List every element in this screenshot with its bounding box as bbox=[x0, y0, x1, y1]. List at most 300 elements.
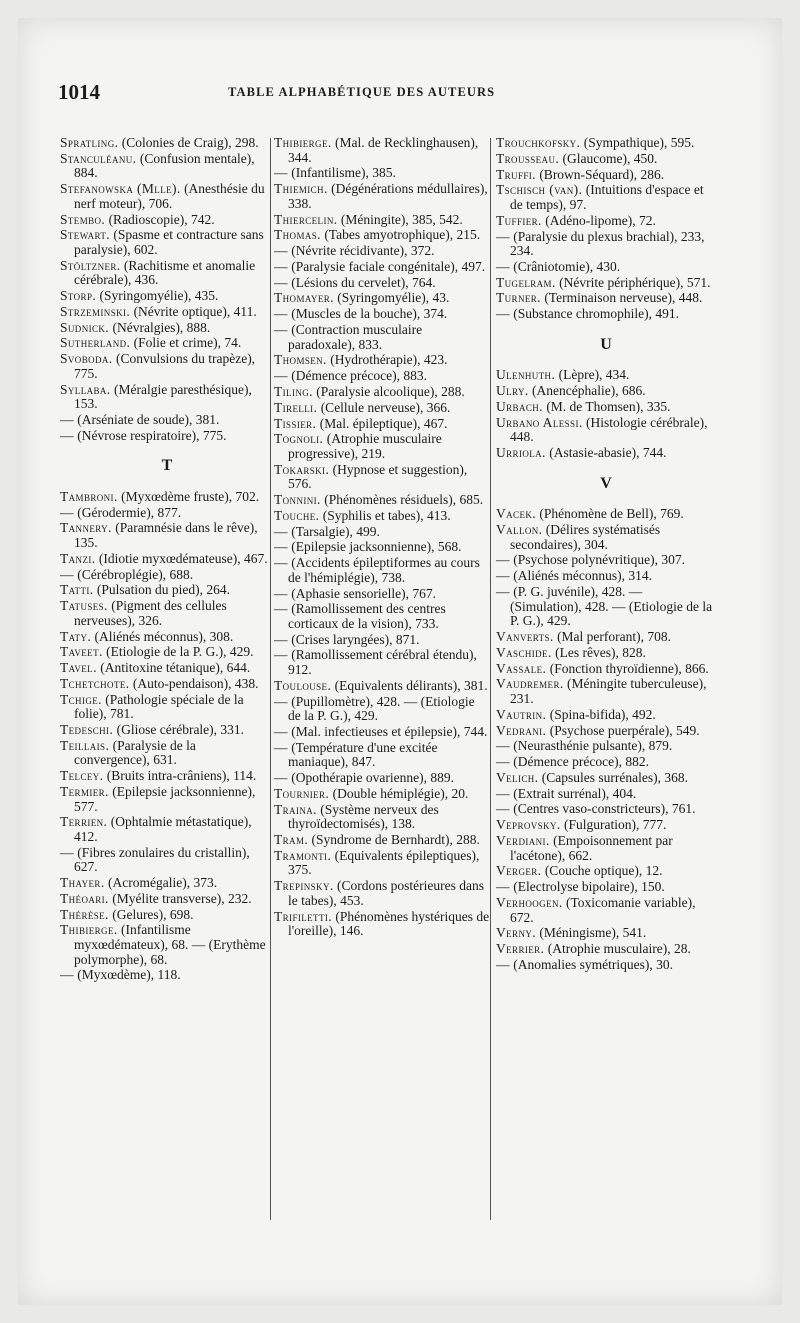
entry-topic-pages: (Spina-bifida), 492. bbox=[549, 706, 656, 722]
entry-topic-pages: (Confusion mentale), 884. bbox=[74, 150, 255, 181]
author-name: Stefanowska (Mlle). bbox=[60, 181, 181, 197]
author-name: Tognoli. bbox=[274, 431, 324, 447]
index-entry bbox=[60, 182, 274, 211]
entry-topic-pages: (Méningite), 385, 542. bbox=[340, 211, 463, 227]
author-name: Tambroni. bbox=[60, 488, 118, 504]
entry-topic-pages: (Arséniate de soude), 381. bbox=[77, 411, 220, 427]
entry-topic-pages: (Démence précoce), 883. bbox=[291, 368, 427, 384]
section-letter: U bbox=[600, 335, 612, 353]
entry-topic-pages: (Pathologie spéciale de la folie), 781. bbox=[74, 691, 244, 722]
author-name: Thiemich. bbox=[274, 181, 328, 197]
entry-topic-pages: (Auto-pendaison), 438. bbox=[132, 675, 259, 691]
entry-topic-pages: (Température d'une excitée maniaque), 847. bbox=[288, 739, 438, 770]
author-name: Touche. bbox=[274, 507, 320, 523]
author-name: Verger. bbox=[496, 863, 542, 879]
author-name: Verdiani. bbox=[496, 832, 550, 848]
entry-topic-pages: (Tarsalgie), 499. bbox=[291, 523, 380, 539]
entry-topic-pages: (Dégénérations médullaires), 338. bbox=[288, 181, 488, 211]
author-name: Vedrani. bbox=[496, 722, 547, 738]
index-entry bbox=[274, 509, 490, 524]
page-header bbox=[58, 80, 754, 110]
author-name: — bbox=[274, 306, 288, 322]
entry-topic-pages: (Gelures), 698. bbox=[112, 906, 194, 922]
entry-topic-pages: (Folie et crime), 74. bbox=[133, 335, 242, 351]
author-name: Turner. bbox=[496, 290, 541, 306]
index-entry bbox=[60, 723, 274, 738]
entry-topic-pages: (Paralysie faciale congénitale), 497. bbox=[291, 258, 486, 274]
entry-topic-pages: (Psychose polynévritique), 307. bbox=[513, 552, 686, 568]
author-name: Urbach. bbox=[496, 398, 543, 414]
index-entry bbox=[496, 291, 716, 306]
author-name: Tirelli. bbox=[274, 399, 318, 415]
entry-topic-pages: (Couche optique), 12. bbox=[544, 863, 663, 879]
author-name: Urbano Alessi. bbox=[496, 414, 583, 430]
author-name: Tatti. bbox=[60, 582, 94, 598]
index-entry bbox=[274, 432, 490, 461]
author-name: Urriola. bbox=[496, 445, 546, 461]
index-entry bbox=[274, 493, 490, 508]
entry-topic-pages: (Mal perforant), 708. bbox=[557, 629, 672, 644]
index-entry bbox=[60, 429, 274, 444]
author-name: — bbox=[496, 228, 510, 244]
index-entry bbox=[60, 892, 274, 907]
author-name: — bbox=[496, 568, 510, 584]
author-name: — bbox=[274, 523, 288, 539]
author-name: — bbox=[274, 243, 288, 259]
author-name: Tanzi. bbox=[60, 550, 96, 566]
entry-topic-pages: (Crises laryngées), 871. bbox=[291, 631, 420, 647]
author-name: Thayer. bbox=[60, 875, 105, 891]
entry-topic-pages: (Délires systématisés secondaires), 304. bbox=[510, 522, 661, 552]
author-name: Tonnini. bbox=[274, 492, 321, 508]
author-name: — bbox=[274, 601, 288, 617]
index-entry bbox=[60, 259, 274, 288]
entry-topic-pages: (Ramollissement des centres corticaux de la vision), 733. bbox=[288, 601, 446, 631]
entry-topic-pages: (Myxœdème), 118. bbox=[77, 967, 181, 983]
author-name: — bbox=[496, 738, 510, 754]
author-name: — bbox=[496, 785, 510, 801]
author-name: Sutherland. bbox=[60, 335, 131, 351]
index-entry bbox=[274, 679, 490, 694]
index-entry bbox=[274, 291, 490, 306]
entry-topic-pages: (Antitoxine tétanique), 644. bbox=[100, 660, 251, 676]
entry-topic-pages: (Ramollissement cérébral étendu), 912. bbox=[288, 647, 477, 678]
section-letter: V bbox=[600, 474, 612, 492]
author-name: Taveet. bbox=[60, 644, 103, 660]
entry-topic-pages: (Bruits intra-crâniens), 114. bbox=[106, 768, 257, 784]
index-entry bbox=[496, 183, 716, 212]
entry-topic-pages: (Empoisonnement par l'acétone), 662. bbox=[510, 832, 673, 863]
author-name: Théoari. bbox=[60, 890, 109, 906]
author-name: Tuffier. bbox=[496, 212, 542, 228]
entry-topic-pages: (Phénomène de Bell), 769. bbox=[539, 506, 684, 522]
entry-topic-pages: (Système nerveux des thyroïdectomisés), 138. bbox=[288, 801, 439, 832]
author-name: — bbox=[60, 967, 74, 983]
index-entry bbox=[60, 693, 274, 722]
index-entry bbox=[496, 802, 716, 817]
index-entry bbox=[274, 244, 490, 259]
index-entry bbox=[274, 540, 490, 555]
index-entry bbox=[274, 602, 490, 631]
author-name: — bbox=[496, 552, 510, 568]
entry-topic-pages: (Névrite récidivante), 372. bbox=[291, 243, 435, 259]
author-name: — bbox=[496, 801, 510, 817]
index-entry bbox=[496, 646, 716, 661]
author-name: — bbox=[274, 555, 288, 571]
author-name: Tram. bbox=[274, 832, 309, 848]
index-entry bbox=[496, 942, 716, 957]
index-entry bbox=[60, 923, 274, 967]
author-name: Tatuses. bbox=[60, 598, 108, 614]
entry-topic-pages: (Etiologie de la P. G.), 429. bbox=[106, 644, 254, 660]
author-name: — bbox=[496, 306, 510, 322]
author-name: Toulouse. bbox=[274, 677, 332, 693]
index-entry bbox=[274, 307, 490, 322]
entry-topic-pages: (Colonies de Craig), 298. bbox=[121, 135, 259, 150]
author-name: — bbox=[496, 754, 510, 770]
index-entry bbox=[274, 182, 490, 211]
entry-topic-pages: (Lésions du cervelet), 764. bbox=[291, 274, 436, 290]
index-entry bbox=[274, 910, 490, 939]
index-entry bbox=[60, 352, 274, 381]
author-name: Tissier. bbox=[274, 415, 317, 431]
entry-topic-pages: (Toxicomanie variable), 672. bbox=[510, 894, 696, 925]
index-entry bbox=[274, 879, 490, 908]
author-name: Velich. bbox=[496, 769, 539, 785]
entry-topic-pages: (Anesthésie du nerf moteur), 706. bbox=[74, 181, 265, 211]
index-entry bbox=[496, 739, 716, 754]
author-name: — bbox=[274, 539, 288, 555]
index-column-3 bbox=[496, 136, 716, 974]
index-entry bbox=[496, 307, 716, 322]
index-entry bbox=[496, 523, 716, 552]
index-entry bbox=[496, 880, 716, 895]
author-name: Thérèse. bbox=[60, 906, 109, 922]
index-entry bbox=[60, 552, 274, 567]
index-entry bbox=[60, 413, 274, 428]
index-entry bbox=[496, 230, 716, 259]
author-name: Telcey. bbox=[60, 768, 104, 784]
author-name: Vanverts. bbox=[496, 629, 554, 644]
index-entry bbox=[274, 587, 490, 602]
entry-topic-pages: (Psychose puerpérale), 549. bbox=[549, 722, 700, 738]
index-entry bbox=[496, 787, 716, 802]
author-name: — bbox=[496, 956, 510, 972]
entry-topic-pages: (Myxœdème frustе), 702. bbox=[121, 488, 260, 504]
author-name: Vacek. bbox=[496, 506, 537, 522]
index-entry bbox=[496, 168, 716, 183]
author-name: Tchetchote. bbox=[60, 675, 130, 691]
entry-topic-pages: (Capsules surrénales), 368. bbox=[541, 769, 689, 785]
page-number: 1014 bbox=[58, 80, 100, 104]
author-name: — bbox=[274, 274, 288, 290]
entry-topic-pages: (Paralysie du plexus brachial), 233, 234. bbox=[510, 228, 705, 259]
entry-topic-pages: (Epilepsie jacksonnienne), 568. bbox=[291, 539, 462, 555]
entry-topic-pages: (Astasie-abasie), 744. bbox=[549, 445, 667, 461]
entry-topic-pages: (Fibres zonulaires du cristallin), 627. bbox=[74, 844, 250, 875]
author-name: Terrien. bbox=[60, 814, 108, 830]
author-name: Sudnick. bbox=[60, 319, 110, 335]
index-entry bbox=[274, 369, 490, 384]
entry-topic-pages: (Phénomènes hystériques de l'oreille), 146. bbox=[288, 908, 490, 939]
entry-topic-pages: (Mal. infectieuses et épilepsie), 744. bbox=[291, 724, 488, 739]
index-entry bbox=[60, 677, 274, 692]
entry-topic-pages: (Syringomyélie), 435. bbox=[99, 288, 219, 304]
index-entry bbox=[60, 599, 274, 628]
index-entry bbox=[274, 525, 490, 540]
index-entry bbox=[60, 645, 274, 660]
book-page bbox=[18, 18, 782, 1305]
entry-topic-pages: (Mal. de Recklinghausen), 344. bbox=[288, 135, 479, 165]
index-entry bbox=[274, 417, 490, 432]
author-name: Vassale. bbox=[496, 660, 547, 676]
author-name: Trifiletti. bbox=[274, 908, 333, 924]
entry-topic-pages: (Equivalents épileptiques), 375. bbox=[288, 847, 480, 878]
author-name: Syllaba. bbox=[60, 381, 111, 397]
index-entry bbox=[60, 846, 274, 875]
entry-topic-pages: (Idiotie myxœdémateuse), 467. bbox=[98, 550, 268, 566]
author-name: Thomsen. bbox=[274, 352, 327, 368]
entry-topic-pages: (Paramnésie dans le rêve), 135. bbox=[74, 520, 258, 551]
entry-topic-pages: (Mal. épileptique), 467. bbox=[319, 415, 448, 431]
index-entry bbox=[496, 507, 716, 522]
index-entry bbox=[60, 336, 274, 351]
index-entry bbox=[496, 926, 716, 941]
author-name: — bbox=[496, 258, 510, 274]
index-entry bbox=[60, 213, 274, 228]
entry-topic-pages: (Fulguration), 777. bbox=[564, 817, 667, 833]
author-name: Taty. bbox=[60, 628, 92, 644]
author-name: Trousseau. bbox=[496, 150, 560, 166]
index-entry bbox=[496, 400, 716, 415]
author-name: — bbox=[60, 844, 74, 860]
index-entry bbox=[60, 661, 274, 676]
index-entry bbox=[496, 630, 716, 645]
author-name: Truffi. bbox=[496, 166, 536, 182]
author-name: Traina. bbox=[274, 801, 317, 817]
author-name: Vaudremer. bbox=[496, 676, 564, 692]
author-name: Stöltzner. bbox=[60, 257, 121, 273]
entry-topic-pages: (Atrophie musculaire), 28. bbox=[547, 941, 691, 957]
index-entry bbox=[60, 136, 274, 151]
entry-topic-pages: (Aliénés méconnus), 308. bbox=[94, 628, 234, 644]
author-name: Stembo. bbox=[60, 211, 106, 227]
author-name: — bbox=[274, 585, 288, 601]
author-name: Ulenhuth. bbox=[496, 367, 556, 383]
index-entry bbox=[60, 876, 274, 891]
entry-topic-pages: (Spasme et contracture sans paralysie), 602. bbox=[74, 227, 264, 257]
section-letter: T bbox=[161, 457, 173, 475]
entry-topic-pages: (Muscles de la bouche), 374. bbox=[291, 306, 448, 322]
author-name: Strzeminski. bbox=[60, 303, 131, 319]
index-entry bbox=[274, 353, 490, 368]
index-entry bbox=[274, 725, 490, 740]
entry-topic-pages: (Aliénés méconnus), 314. bbox=[513, 568, 652, 584]
entry-topic-pages: (Rachitisme et anomalie cérébrale), 436. bbox=[74, 257, 256, 288]
entry-topic-pages: (Extrait surrénal), 404. bbox=[513, 785, 637, 801]
entry-topic-pages: (Fonction thyroïdienne), 866. bbox=[549, 660, 709, 676]
author-name: Veprovsky. bbox=[496, 817, 561, 833]
author-name: — bbox=[274, 693, 288, 709]
author-name: Tannery. bbox=[60, 520, 112, 536]
entry-topic-pages: (Double hémiplégie), 20. bbox=[332, 785, 469, 801]
index-entry bbox=[274, 401, 490, 416]
entry-topic-pages: (Substance chromophile), 491. bbox=[513, 306, 679, 322]
index-entry bbox=[274, 849, 490, 878]
entry-topic-pages: (Anomalies symétriques), 30. bbox=[513, 956, 674, 972]
author-name: Vaschide. bbox=[496, 644, 552, 660]
entry-topic-pages: (Acromégalie), 373. bbox=[107, 875, 218, 891]
author-name: — bbox=[274, 165, 288, 181]
author-name: Verny. bbox=[496, 925, 537, 941]
index-entry bbox=[496, 896, 716, 925]
index-entry bbox=[274, 136, 490, 165]
index-entry bbox=[60, 568, 274, 583]
index-entry bbox=[60, 630, 274, 645]
entry-topic-pages: (Brown-Séquard), 286. bbox=[539, 166, 665, 182]
index-entry bbox=[274, 803, 490, 832]
index-entry bbox=[60, 228, 274, 257]
author-name: — bbox=[496, 584, 510, 600]
index-entry bbox=[496, 446, 716, 461]
author-name: Thibierge. bbox=[60, 922, 118, 938]
entry-topic-pages: (Paralysie de la convergence), 631. bbox=[74, 737, 196, 768]
entry-topic-pages: (P. G. juvénile), 428. — (Simulation), 428. — (Etiologie de la P. G.), 429. bbox=[510, 584, 713, 629]
index-entry bbox=[496, 708, 716, 723]
index-entry bbox=[496, 260, 716, 275]
author-name: — bbox=[274, 647, 288, 663]
entry-topic-pages: (Pigment des cellules nerveuses), 326. bbox=[74, 598, 227, 628]
entry-topic-pages: (Contraction musculaire paradoxale), 833. bbox=[288, 322, 423, 352]
entry-topic-pages: (Cordons postérieures dans le tabes), 453. bbox=[288, 878, 484, 908]
index-entry bbox=[496, 569, 716, 584]
entry-topic-pages: (Convulsions du trapèze), 775. bbox=[74, 351, 256, 381]
author-name: Tugelram. bbox=[496, 274, 556, 290]
author-name: — bbox=[60, 411, 74, 427]
index-entry bbox=[496, 771, 716, 786]
author-name: — bbox=[496, 879, 510, 895]
index-entry bbox=[60, 908, 274, 923]
entry-topic-pages: (Démence précoce), 882. bbox=[513, 754, 649, 770]
author-name: Teillais. bbox=[60, 737, 110, 753]
author-name: Thomas. bbox=[274, 227, 321, 243]
index-entry bbox=[496, 368, 716, 383]
author-name: Ulry. bbox=[496, 383, 529, 399]
entry-topic-pages: (Atrophie musculaire progressive), 219. bbox=[288, 431, 442, 461]
index-entry bbox=[60, 490, 274, 505]
index-entry bbox=[274, 323, 490, 352]
author-name: Vallon. bbox=[496, 522, 543, 538]
entry-topic-pages: (Equivalents délirants), 381. bbox=[334, 677, 488, 693]
index-entry bbox=[274, 771, 490, 786]
author-name: — bbox=[274, 258, 288, 274]
entry-topic-pages: (Cérébroplégie), 688. bbox=[77, 566, 194, 582]
index-entry bbox=[496, 662, 716, 677]
index-column-1 bbox=[60, 136, 274, 984]
index-entry bbox=[496, 553, 716, 568]
entry-topic-pages: (Glaucome), 450. bbox=[562, 150, 658, 166]
index-entry bbox=[496, 136, 716, 151]
index-entry bbox=[496, 585, 716, 629]
author-name: — bbox=[274, 770, 288, 786]
index-entry bbox=[496, 416, 716, 445]
index-entry bbox=[496, 677, 716, 706]
author-name: Tchige. bbox=[60, 691, 102, 707]
index-entry bbox=[60, 583, 274, 598]
entry-topic-pages: (Accidents épileptiformes au cours de l'hémiplégie), 738. bbox=[288, 555, 480, 585]
entry-topic-pages: (Syringomyélie), 43. bbox=[337, 290, 450, 306]
index-entry bbox=[60, 968, 274, 983]
index-entry bbox=[274, 648, 490, 677]
entry-topic-pages: (Aphasie sensorielle), 767. bbox=[291, 585, 436, 601]
entry-topic-pages: (Hydrothérapie), 423. bbox=[330, 352, 448, 368]
column-divider bbox=[490, 138, 491, 1220]
author-name: Tiling. bbox=[274, 383, 313, 399]
index-entry bbox=[274, 833, 490, 848]
author-name: Stanculéanu. bbox=[60, 150, 137, 166]
entry-topic-pages: (Hypnose et suggestion), 576. bbox=[288, 461, 468, 492]
entry-topic-pages: (Névralgies), 888. bbox=[112, 319, 211, 335]
author-name: Stewart. bbox=[60, 227, 111, 243]
entry-topic-pages: (Radioscopie), 742. bbox=[108, 211, 215, 227]
index-entry bbox=[60, 152, 274, 181]
author-name: — bbox=[274, 368, 288, 384]
index-entry bbox=[496, 755, 716, 770]
index-entry bbox=[274, 741, 490, 770]
index-entry bbox=[496, 152, 716, 167]
entry-topic-pages: (Infantilisme), 385. bbox=[291, 165, 396, 181]
entry-topic-pages: (Histologie cérébrale), 448. bbox=[510, 414, 708, 445]
index-entry bbox=[274, 556, 490, 585]
entry-topic-pages: (Epilepsie jacksonnienne), 577. bbox=[74, 784, 256, 814]
entry-topic-pages: (Cellule nerveuse), 366. bbox=[320, 399, 451, 415]
author-name: Thibierge. bbox=[274, 135, 332, 150]
entry-topic-pages: (Méningite tuberculeuse), 231. bbox=[510, 676, 707, 706]
index-entry bbox=[60, 769, 274, 784]
entry-topic-pages: (Névrose respiratoire), 775. bbox=[77, 427, 227, 443]
entry-topic-pages: (Terminaison nerveuse), 448. bbox=[544, 290, 703, 306]
entry-topic-pages: (Névrite optique), 411. bbox=[133, 303, 257, 319]
index-entry bbox=[60, 305, 274, 320]
author-name: Verrier. bbox=[496, 941, 545, 957]
entry-topic-pages: (Anencéphalie), 686. bbox=[532, 383, 646, 399]
index-entry bbox=[60, 739, 274, 768]
author-name: Tedeschi. bbox=[60, 722, 114, 738]
author-name: Termier. bbox=[60, 784, 109, 799]
index-entry bbox=[496, 724, 716, 739]
index-entry bbox=[274, 633, 490, 648]
entry-topic-pages: (Myélite transverse), 232. bbox=[112, 890, 252, 906]
index-entry bbox=[274, 276, 490, 291]
entry-topic-pages: (Paralysie alcoolique), 288. bbox=[316, 383, 465, 399]
entry-topic-pages: (Intuitions d'espace et de temps), 97. bbox=[510, 182, 704, 212]
author-name: — bbox=[274, 739, 288, 755]
index-entry bbox=[60, 521, 274, 550]
author-name: Thiercelin. bbox=[274, 211, 338, 227]
entry-topic-pages: (Centres vaso-constricteurs), 761. bbox=[513, 801, 696, 817]
index-entry bbox=[60, 321, 274, 336]
author-name: Vautrin. bbox=[496, 706, 547, 722]
index-entry bbox=[60, 785, 274, 814]
author-name: Tschisch (van). bbox=[496, 182, 583, 198]
author-name: Tavel. bbox=[60, 660, 97, 676]
entry-topic-pages: (Ophtalmie métastatique), 412. bbox=[74, 814, 252, 844]
index-entry bbox=[496, 818, 716, 833]
entry-topic-pages: (Les rêves), 828. bbox=[555, 644, 646, 660]
entry-topic-pages: (Névrite périphérique), 571. bbox=[559, 274, 711, 290]
author-name: Thomayer. bbox=[274, 290, 334, 306]
entry-topic-pages: (Gliose cérébrale), 331. bbox=[116, 722, 245, 738]
